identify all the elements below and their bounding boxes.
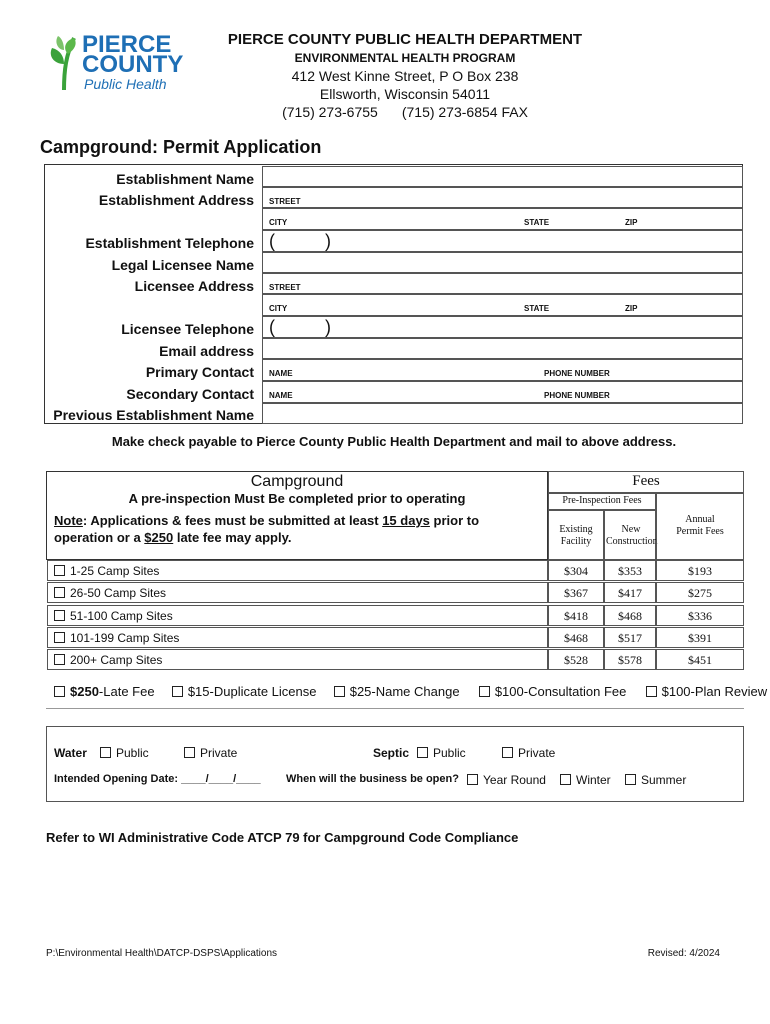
winter-option[interactable]: [560, 773, 611, 787]
licensee-street-input[interactable]: [262, 273, 743, 294]
fee-cell-new: $578: [604, 649, 656, 670]
checkbox[interactable]: [417, 747, 428, 758]
footer-path: P:\Environmental Health\DATCP-DSPS\Applications: [46, 948, 278, 959]
name-change-label: $25-Name Change: [349, 684, 460, 699]
name-label: NAME: [269, 369, 293, 378]
label-licensee-address: Licensee Address: [134, 278, 254, 294]
paren-open: (: [269, 231, 275, 251]
fee-cell-annual: $391: [656, 627, 744, 648]
fee-cell-existing: $468: [548, 627, 604, 648]
private-label: Private: [200, 746, 238, 760]
late-amount: $250: [70, 684, 99, 699]
col-existing: Existing Facility: [559, 524, 593, 547]
col-new: New Construction: [606, 524, 658, 547]
plan-review-label: $100-Plan Review: [661, 684, 768, 699]
footer-revised: Revised: 4/2024: [647, 948, 720, 959]
year-round-option[interactable]: [467, 773, 546, 787]
establishment-street-input[interactable]: [262, 187, 743, 208]
secondary-contact-input[interactable]: [262, 381, 743, 403]
checkbox[interactable]: [54, 565, 65, 576]
water-public-option[interactable]: [100, 746, 149, 760]
fee-cell-annual: $275: [656, 582, 744, 603]
when-open-label: When will the business be open?: [286, 773, 459, 785]
program-name: ENVIRONMENTAL HEALTH PROGRAM: [294, 51, 516, 65]
divider: [46, 708, 744, 709]
note-text1: : Applications & fees must be submitted at least: [82, 513, 383, 528]
private-label: Private: [518, 746, 556, 760]
checkbox[interactable]: [502, 747, 513, 758]
label-email: Email address: [159, 343, 254, 359]
fee-cell-existing: $367: [548, 582, 604, 603]
campground-heading: Campground: [250, 473, 344, 490]
checkbox[interactable]: [560, 774, 571, 785]
duplicate-license-option[interactable]: [172, 684, 317, 699]
paren-close: ): [325, 231, 331, 251]
checkbox[interactable]: [54, 632, 65, 643]
address-line2: Ellsworth, Wisconsin 54011: [319, 86, 491, 102]
zip-label: ZIP: [625, 218, 638, 227]
name-change-option[interactable]: [334, 684, 460, 699]
address-line1: 412 West Kinne Street, P O Box 238: [291, 68, 519, 84]
note-fee: $250: [144, 530, 174, 545]
fee-cell-new: $353: [604, 560, 656, 581]
label-secondary-contact: Secondary Contact: [126, 386, 254, 402]
note-label: Note: [54, 513, 83, 528]
state-label: STATE: [524, 218, 550, 227]
checkbox[interactable]: [172, 686, 183, 697]
fee-row-option[interactable]: [47, 560, 548, 581]
dept-name: PIERCE COUNTY PUBLIC HEALTH DEPARTMENT: [227, 31, 583, 48]
licensee-city-input[interactable]: [262, 294, 743, 316]
water-label: Water: [54, 746, 87, 760]
checkbox[interactable]: [54, 610, 65, 621]
street-label: STREET: [269, 197, 301, 206]
checkbox[interactable]: [100, 747, 111, 758]
summer-option[interactable]: [625, 773, 686, 787]
primary-contact-input[interactable]: [262, 359, 743, 381]
label-primary-contact: Primary Contact: [145, 364, 254, 380]
paren-close: ): [325, 317, 331, 337]
late-fee-option[interactable]: [54, 684, 155, 699]
plan-review-option[interactable]: [646, 684, 768, 699]
establishment-city-input[interactable]: [262, 208, 743, 230]
extra-fees: [54, 684, 767, 699]
note-days: 15 days: [382, 513, 430, 528]
fee-cell-existing: $418: [548, 605, 604, 626]
septic-public-option[interactable]: [417, 746, 466, 760]
preinspection-note: A pre-inspection Must Be completed prior to operating: [128, 491, 466, 506]
label-previous-name: Previous Establishment Name: [53, 407, 254, 423]
fee-cell-new: $517: [604, 627, 656, 648]
fee-cell-existing: $304: [548, 560, 604, 581]
header: [200, 31, 610, 121]
logo-line3: Public Health: [84, 76, 167, 92]
name-label: NAME: [269, 391, 293, 400]
summer-label: Summer: [641, 773, 687, 787]
leaf-icon: [44, 30, 84, 92]
preinspection-fees-heading: Pre-Inspection Fees: [562, 495, 642, 506]
state-label: STATE: [524, 304, 550, 313]
phone: (715) 273-6755: [282, 104, 378, 120]
label-establishment-address: Establishment Address: [98, 192, 254, 208]
licensee-telephone-input[interactable]: [262, 316, 743, 338]
establishment-name-input[interactable]: [262, 166, 743, 187]
water-private-option[interactable]: [184, 746, 237, 760]
checkbox[interactable]: [54, 654, 65, 665]
fee-row-option[interactable]: [47, 649, 548, 670]
refer-note: Refer to WI Administrative Code ATCP 79 for Campground Code Compliance: [46, 830, 519, 845]
consultation-option[interactable]: [479, 684, 627, 699]
water-row: [54, 746, 87, 760]
label-establishment-telephone: Establishment Telephone: [85, 235, 254, 251]
checkbox[interactable]: [54, 686, 65, 697]
public-label: Public: [433, 746, 466, 760]
checkbox[interactable]: [467, 774, 478, 785]
checkbox[interactable]: [625, 774, 636, 785]
checkbox[interactable]: [646, 686, 657, 697]
previous-name-input[interactable]: [262, 403, 743, 424]
fee-cell-annual: $336: [656, 605, 744, 626]
late-label: -Late Fee: [98, 684, 155, 699]
label-legal-licensee-name: Legal Licensee Name: [111, 257, 254, 273]
septic-label: Septic: [373, 746, 410, 760]
street-label: STREET: [269, 283, 301, 292]
note-text2: prior to operation or a: [54, 513, 480, 545]
col-annual: Annual Permit Fees: [676, 514, 724, 537]
phone-number-label: PHONE NUMBER: [544, 391, 610, 400]
city-label: CITY: [269, 218, 288, 227]
fee-row-option[interactable]: [47, 582, 548, 603]
fee-row-label: 101-199 Camp Sites: [70, 631, 180, 645]
check-note: Make check payable to Pierce County Public Health Department and mail to above address.: [111, 434, 677, 449]
checkbox[interactable]: [54, 587, 65, 598]
fee-cell-existing: $528: [548, 649, 604, 670]
utilities-box: [46, 726, 744, 802]
establishment-telephone-input[interactable]: [262, 230, 743, 252]
phone-number-label: PHONE NUMBER: [544, 369, 610, 378]
logo-line2: COUNTY: [82, 51, 184, 78]
page-title: Campground: Permit Application: [40, 137, 322, 157]
checkbox[interactable]: [334, 686, 345, 697]
fee-row-label: 1-25 Camp Sites: [70, 564, 160, 578]
fee-cell-new: $417: [604, 582, 656, 603]
opening-date-field[interactable]: Intended Opening Date: ____/____/____: [54, 773, 261, 785]
septic-private-option[interactable]: [502, 746, 555, 760]
fees-heading: Fees: [632, 473, 660, 489]
paren-open: (: [269, 317, 275, 337]
checkbox[interactable]: [479, 686, 490, 697]
fee-row-label: 200+ Camp Sites: [70, 653, 163, 667]
logo: [44, 30, 194, 94]
checkbox[interactable]: [184, 747, 195, 758]
email-input[interactable]: [262, 338, 743, 359]
label-licensee-telephone: Licensee Telephone: [121, 321, 254, 337]
note-text3: late fee may apply.: [173, 530, 292, 545]
fee-cell-new: $468: [604, 605, 656, 626]
consultation-label: $100-Consultation Fee: [494, 684, 627, 699]
late-fee-note: [54, 512, 524, 546]
label-establishment-name: Establishment Name: [116, 171, 254, 187]
fee-row-option[interactable]: [47, 627, 548, 648]
fee-cell-annual: $193: [656, 560, 744, 581]
fax: (715) 273-6854 FAX: [401, 104, 528, 120]
fee-row-label: 26-50 Camp Sites: [70, 586, 167, 600]
winter-label: Winter: [576, 773, 611, 787]
year-round-label: Year Round: [483, 773, 546, 787]
duplicate-label: $15-Duplicate License: [187, 684, 317, 699]
fee-row-label: 51-100 Camp Sites: [70, 609, 173, 623]
public-label: Public: [116, 746, 149, 760]
zip-label: ZIP: [625, 304, 638, 313]
logo-line1: PIERCE: [82, 31, 172, 58]
legal-licensee-name-input[interactable]: [262, 252, 743, 273]
city-label: CITY: [269, 304, 288, 313]
fee-cell-annual: $451: [656, 649, 744, 670]
fee-row-option[interactable]: [47, 605, 548, 626]
